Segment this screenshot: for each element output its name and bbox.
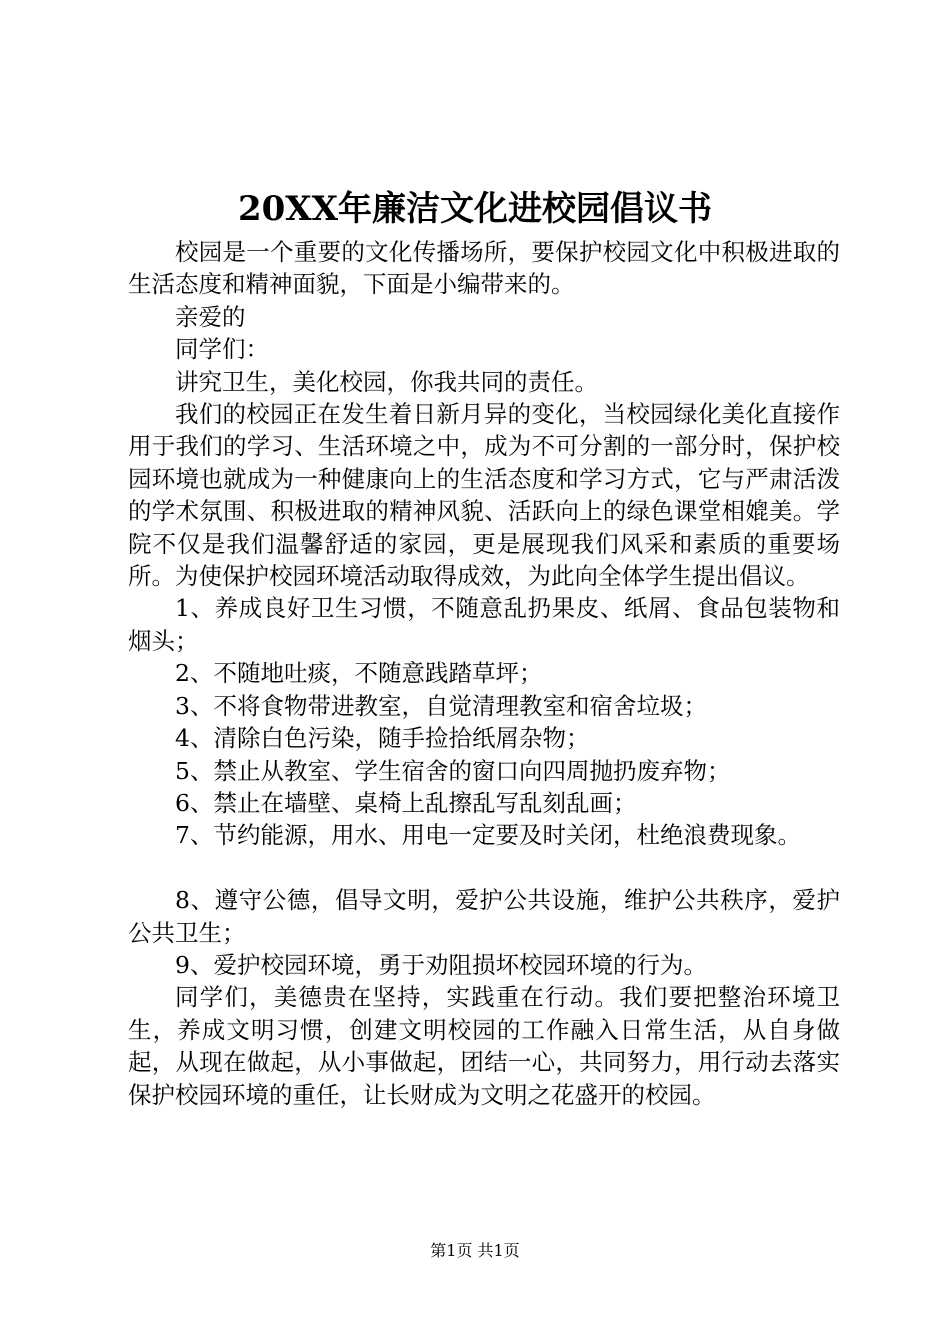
list-item: 5、禁止从教室、学生宿舍的窗口向四周抛扔废弃物； (175, 756, 731, 785)
document-body (128, 236, 840, 1111)
salutation-line-2: 同学们： (175, 335, 269, 364)
list-item: 8、遵守公德，倡导文明，爱护公共设施，维护公共秩序，爱护公共卫生； (128, 886, 840, 947)
slogan-paragraph: 讲究卫生，美化校园，你我共同的责任。 (175, 367, 598, 396)
blank-line (128, 852, 840, 884)
main-paragraph: 我们的校园正在发生着日新月异的变化，当校园绿化美化直接作用于我们的学习、生活环境之中，成为不可分割的一部分时，保护校园环境也就成为一种健康向上的生活态度和学习方式，它与严肃活泼的学术氛围、积极进取的精神风貌、活跃向上的绿色课堂相媲美。学院不仅是我们温馨舒适的家园，更是展现我们风采和素质的重要场所。为使保护校园环境活动取得成效，为此向全体学生提出倡议。 (128, 400, 840, 591)
page-footer: 第1页 共1页 (430, 1241, 520, 1260)
list-item: 9、爱护校园环境，勇于劝阻损坏校园环境的行为。 (175, 950, 707, 979)
list-item: 7、节约能源，用水、用电一定要及时关闭，杜绝浪费现象。 (175, 821, 801, 850)
list-item: 1、养成良好卫生习惯，不随意乱扔果皮、纸屑、食品包装物和烟头； (128, 594, 840, 655)
closing-paragraph: 同学们，美德贵在坚持，实践重在行动。我们要把整治环境卫生，养成文明习惯，创建文明校园的工作融入日常生活，从自身做起，从现在做起，从小事做起，团结一心，共同努力，用行动去落实保护校园环境的重任，让长财成为文明之花盛开的校园。 (128, 983, 840, 1109)
list-item: 2、不随地吐痰，不随意践踏草坪； (175, 659, 543, 688)
document-title: 20XX年廉洁文化进校园倡议书 (237, 189, 713, 229)
list-item: 3、不将食物带进教室，自觉清理教室和宿舍垃圾； (175, 691, 707, 720)
salutation-line-1: 亲爱的 (175, 302, 246, 331)
list-item: 6、禁止在墙壁、桌椅上乱擦乱写乱刻乱画； (175, 788, 637, 817)
intro-paragraph: 校园是一个重要的文化传播场所，要保护校园文化中积极进取的生活态度和精神面貌，下面是小编带来的。 (128, 238, 840, 299)
list-item: 4、清除白色污染，随手捡拾纸屑杂物； (175, 724, 590, 753)
